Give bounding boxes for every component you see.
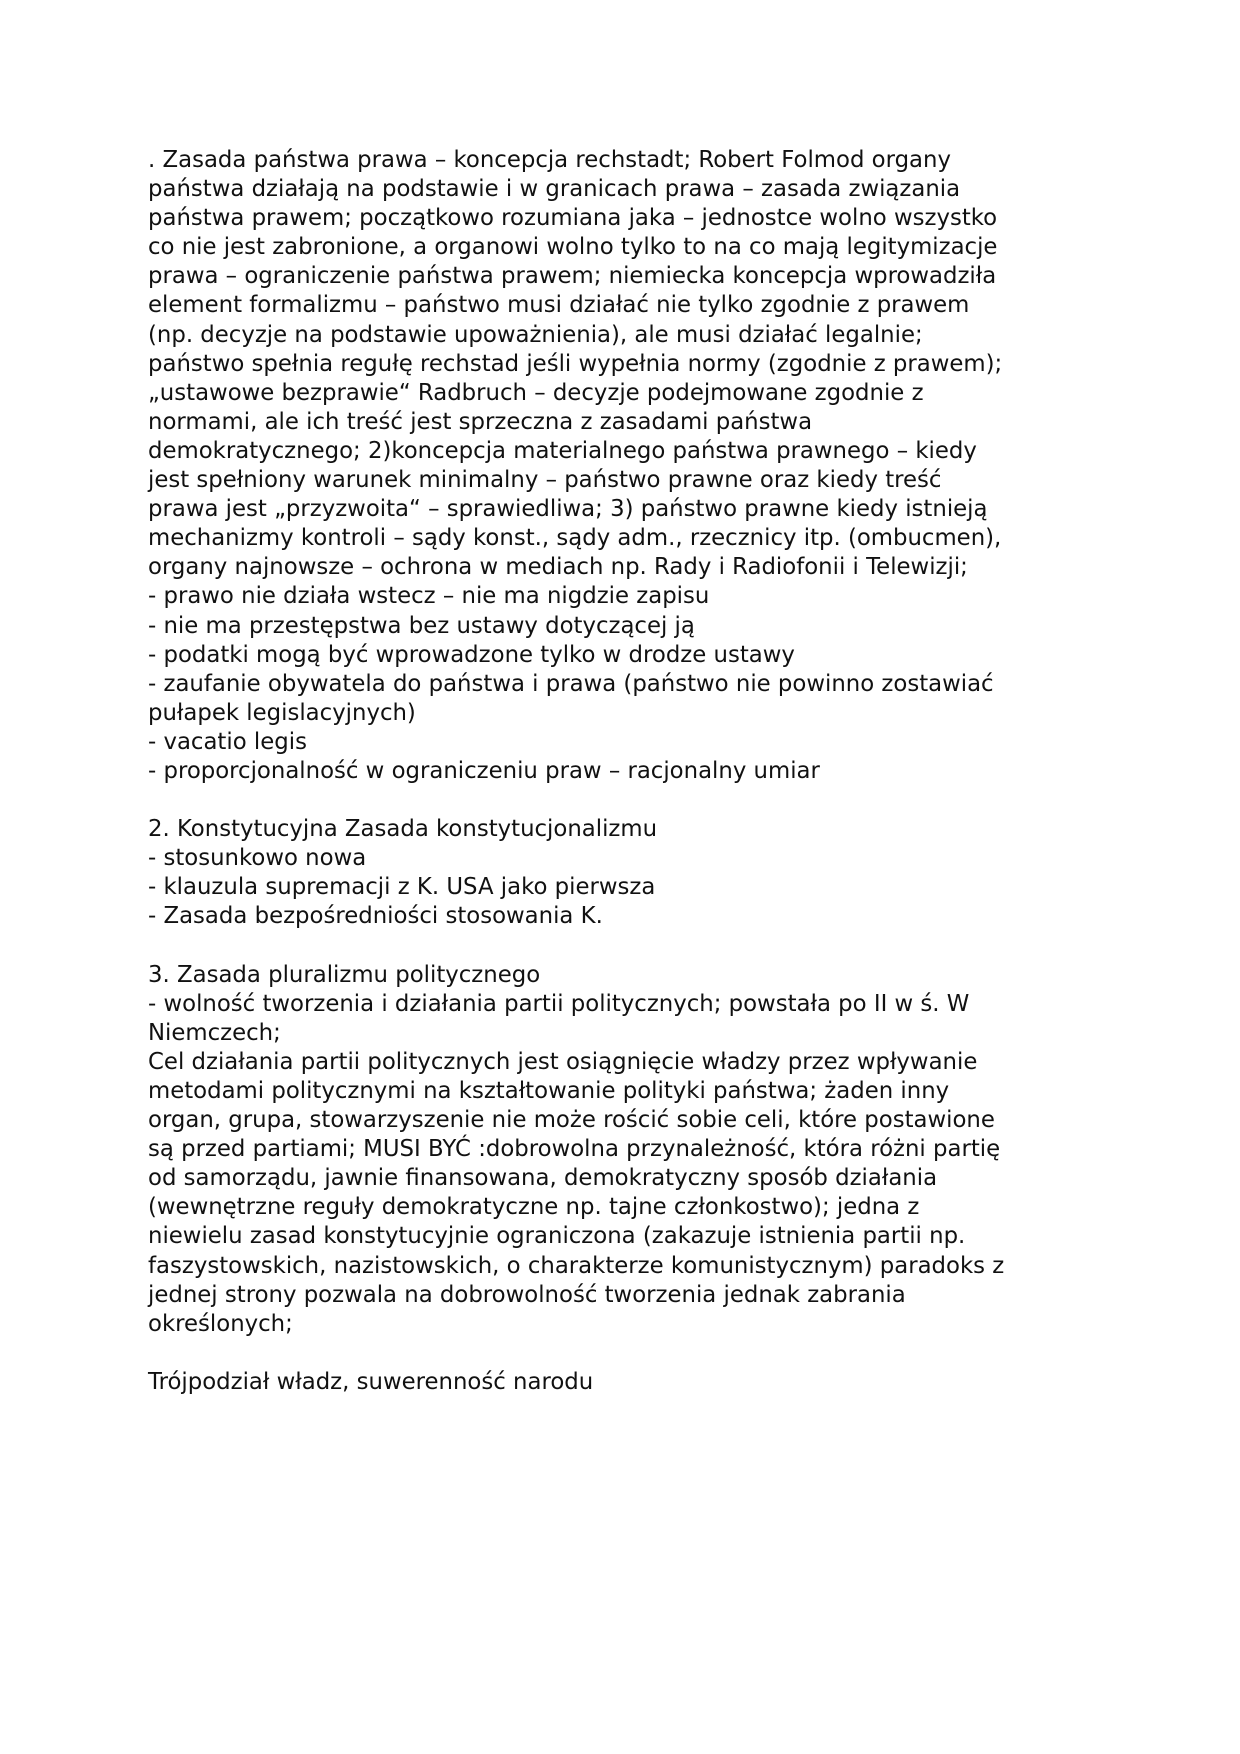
text-line: Cel działania partii politycznych jest osiągnięcie władzy przez wpływanie xyxy=(148,1048,978,1075)
text-line: normami, ale ich treść jest sprzeczna z zasadami państwa xyxy=(148,408,813,435)
text-line: od samorządu, jawnie finansowana, demokratyczny sposób działania xyxy=(148,1165,938,1192)
list-item: - nie ma przestępstwa bez ustawy dotyczącej ją xyxy=(148,612,695,639)
text-line: demokratycznego; 2)koncepcja materialnego państwa prawnego – kiedy xyxy=(148,437,977,464)
section-heading: 3. Zasada pluralizmu politycznego xyxy=(148,961,541,988)
list-item: - zaufanie obywatela do państwa i prawa (państwo nie powinno zostawiać xyxy=(148,670,994,697)
paragraph-gap xyxy=(148,932,1108,961)
document-body xyxy=(148,146,1108,1397)
list-item-continuation: pułapek legislacyjnych) xyxy=(148,699,416,726)
text-line: określonych; xyxy=(148,1310,293,1337)
text-line: mechanizmy kontroli – sądy konst., sądy adm., rzecznicy itp. (ombucmen), xyxy=(148,525,1002,552)
list-item: - vacatio legis xyxy=(148,728,307,755)
text-line: faszystowskich, nazistowskich, o charakterze komunistycznym) paradoks z xyxy=(148,1252,1005,1279)
text-line: państwa prawem; początkowo rozumiana jaka – jednostce wolno wszystko xyxy=(148,205,998,232)
text-line: „ustawowe bezprawie“ Radbruch – decyzje podejmowane zgodnie z xyxy=(148,379,924,406)
text-line: (wewnętrzne reguły demokratyczne np. tajne członkostwo); jedna z xyxy=(148,1194,920,1221)
text-line: państwo spełnia regułę rechstad jeśli wypełnia normy (zgodnie z prawem); xyxy=(148,350,1003,377)
text-line: organy najnowsze – ochrona w mediach np. Rady i Radiofonii i Telewizji; xyxy=(148,554,968,581)
list-item: - klauzula supremacji z K. USA jako pierwsza xyxy=(148,874,656,901)
section-heading: 2. Konstytucyjna Zasada konstytucjonalizmu xyxy=(148,816,658,843)
text-line: element formalizmu – państwo musi działać nie tylko zgodnie z prawem xyxy=(148,292,970,319)
text-line: Trójpodział władz, suwerenność narodu xyxy=(148,1368,594,1395)
list-item: - proporcjonalność w ograniczeniu praw – racjonalny umiar xyxy=(148,757,820,784)
list-item-continuation: Niemczech; xyxy=(148,1019,281,1046)
section-political-pluralism xyxy=(148,961,1108,1339)
text-line: (np. decyzje na podstawie upoważnienia), ale musi działać legalnie; xyxy=(148,321,923,348)
text-line: są przed partiami; MUSI BYĆ :dobrowolna przynależność, która różni partię xyxy=(148,1136,1001,1163)
text-line: prawa jest „przyzwoita“ – sprawiedliwa; 3) państwo prawne kiedy istnieją xyxy=(148,496,988,523)
section-rule-of-law xyxy=(148,146,1108,786)
paragraph-gap xyxy=(148,786,1108,815)
list-item: - Zasada bezpośredniości stosowania K. xyxy=(148,903,603,930)
text-line: . Zasada państwa prawa – koncepcja rechstadt; Robert Folmod organy xyxy=(148,147,951,173)
list-item: - podatki mogą być wprowadzone tylko w drodze ustawy xyxy=(148,641,795,668)
text-line: jednej strony pozwala na dobrowolność tworzenia jednak zabrania xyxy=(148,1281,906,1308)
list-item: - wolność tworzenia i działania partii politycznych; powstała po II w ś. W xyxy=(148,990,970,1017)
text-line: jest spełniony warunek minimalny – państwo prawne oraz kiedy treść xyxy=(148,467,942,494)
section-constitutionalism xyxy=(148,815,1108,931)
list-item: - stosunkowo nowa xyxy=(148,845,367,872)
text-line: metodami politycznymi na kształtowanie polityki państwa; żaden inny xyxy=(148,1078,950,1104)
text-line: niewielu zasad konstytucyjnie ograniczona (zakazuje istnienia partii np. xyxy=(148,1223,966,1250)
text-line: państwa działają na podstawie i w granicach prawa – zasada związania xyxy=(148,176,961,203)
text-line: co nie jest zabronione, a organowi wolno tylko to na co mają legitymizacje xyxy=(148,234,998,261)
text-line: prawa – ograniczenie państwa prawem; niemiecka koncepcja wprowadziła xyxy=(148,263,997,290)
list-item: - prawo nie działa wstecz – nie ma nigdzie zapisu xyxy=(148,583,710,610)
section-separation-of-powers xyxy=(148,1368,1108,1397)
text-line: organ, grupa, stowarzyszenie nie może rościć sobie celi, które postawione xyxy=(148,1107,995,1134)
paragraph-gap xyxy=(148,1339,1108,1368)
